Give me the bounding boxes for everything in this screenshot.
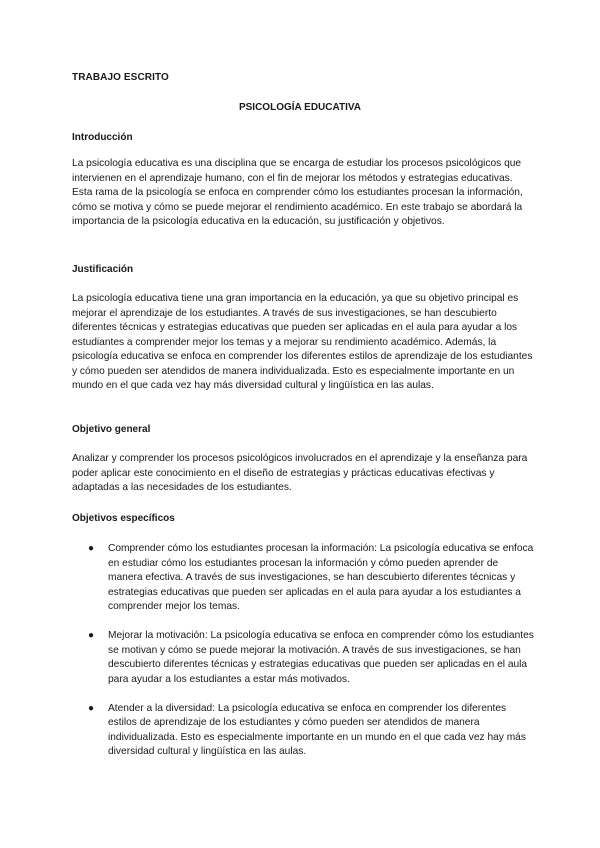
objectives-list xyxy=(72,542,534,774)
bullet-icon: ● xyxy=(88,702,95,714)
bullet-icon: ● xyxy=(88,630,95,641)
heading-introduccion: Introducción xyxy=(72,132,133,143)
list-item xyxy=(72,542,534,615)
paragraph-objetivo-general: Analizar y comprender los procesos psicológicos involucrados en el aprendizaje y la enseñanza para poder aplicar este conocimiento en el diseño de estrategias y prácticas educativas efectivas y adaptadas a las necesidades de los estudiantes. xyxy=(72,453,528,493)
paragraph-introduccion: La psicología educativa es una disciplina que se encarga de estudiar los procesos psicológicos que intervienen en el aprendizaje humano, con el fin de mejorar los métodos y estrategias educativas. Esta rama de la psicología se enfoca en comprender cómo los estudiantes procesan la información, cómo se motiva y cómo se puede mejorar el rendimiento académico. En este trabajo se abordará la importancia de la psicología educativa en la educación, su justificación y objetivos. xyxy=(72,158,523,227)
list-item xyxy=(72,702,534,760)
list-item-text: Atender a la diversidad: La psicología educativa se enfoca en comprender los diferentes estilos de aprendizaje de los estudiantes y cómo pueden ser atendidos de manera individualizada. Esto es especialmente importante en un mundo en el que cada vez hay más diversidad cultural y lingüística en las aulas. xyxy=(108,702,526,757)
heading-objetivos-especificos: Objetivos específicos xyxy=(72,513,175,524)
heading-justificacion: Justificación xyxy=(72,264,134,275)
document-label: TRABAJO ESCRITO xyxy=(72,72,169,83)
document-title: PSICOLOGÍA EDUCATIVA xyxy=(238,102,362,113)
list-item-text: Comprender cómo los estudiantes procesan la información: La psicología educativa se enfoca en estudiar cómo los estudiantes procesan la información y cómo pueden aprender de manera efectiva. A través de sus investigaciones, se han descubierto diferentes técnicas y estrategias educativas que pueden ser aplicadas en el aula para ayudar a los estudiantes a comprender mejor los temas. xyxy=(108,543,534,612)
list-item-text: Mejorar la motivación: La psicología educativa se enfoca en comprender cómo los estudiantes se motivan y cómo se puede mejorar la motivación. A través de sus investigaciones, se han descubierto diferentes técnicas y estrategias educativas que pueden ser aplicadas en el aula para ayudar a los estudiantes a estar más motivados. xyxy=(108,630,534,685)
paragraph-justificacion: La psicología educativa tiene una gran importancia en la educación, ya que su objetivo principal es mejorar el aprendizaje de los estudiantes. A través de sus investigaciones, se han descubierto diferentes técnicas y estrategias educativas que pueden ser aplicadas en el aula para ayudar a los estudiantes a comprender mejor los temas y a mejorar su rendimiento académico. Además, la psicología educativa se enfoca en comprender los diferentes estilos de aprendizaje de los estudiantes y cómo pueden ser atendidos de manera individualizada. Esto es especialmente importante en un mundo en el que cada vez hay más diversidad cultural y lingüística en las aulas. xyxy=(72,293,533,391)
list-item xyxy=(72,629,534,687)
heading-objetivo-general: Objetivo general xyxy=(72,424,151,435)
bullet-icon: ● xyxy=(88,543,95,554)
